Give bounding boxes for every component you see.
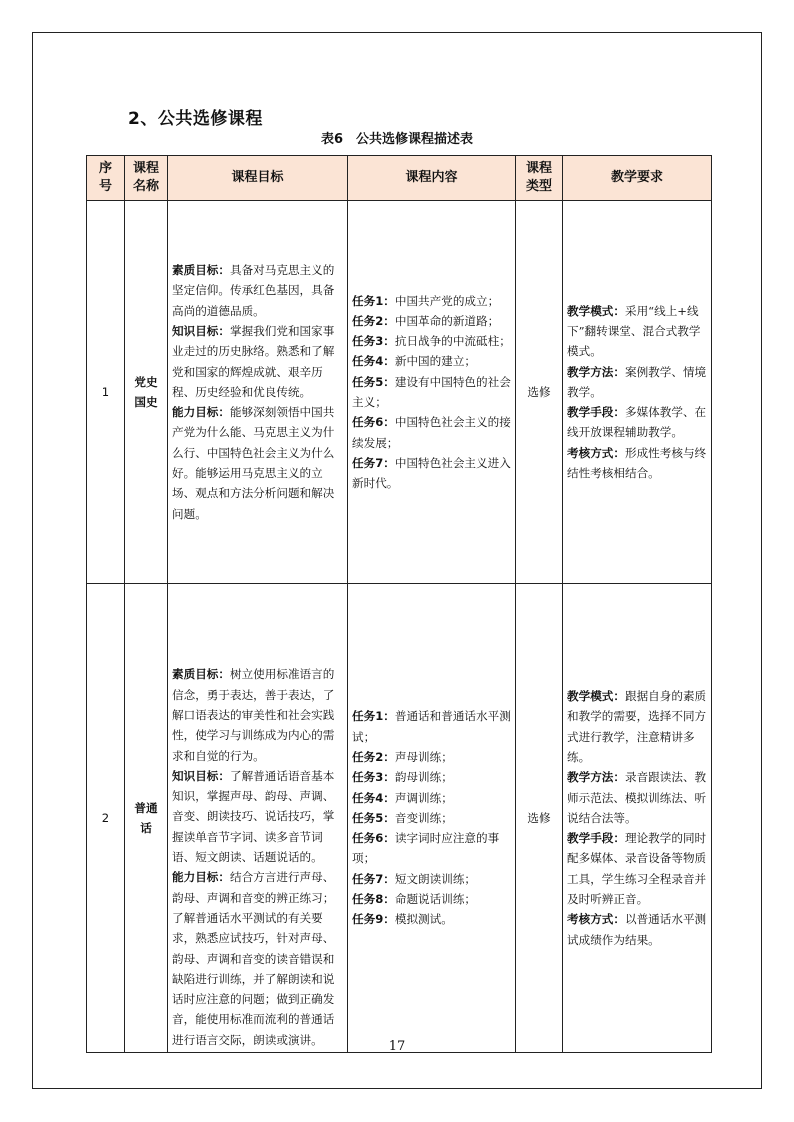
requirement-item: 考核方式：以普通话水平测试成绩作为结果。 [567,912,707,947]
course-type: 选修 [516,584,563,1053]
goal-item: 知识目标：了解普通话语音基本知识，掌握声母、韵母、声调、音变、朗读技巧、说话技巧，掌握读单音节字词、读多音节词语、短文朗读、话题说话的。 [172,768,335,865]
task-item: 任务5：音变训练； [352,810,453,825]
task-item: 任务9：模拟测试。 [352,912,453,927]
course-name-line: 话 [140,821,152,835]
section-title: 2、公共选修课程 [128,109,263,129]
course-description-table [86,155,712,1053]
task-item: 任务2：声母训练； [352,749,453,764]
task-item: 任务1：普通话和普通话水平测试； [352,709,511,744]
course-goals [168,584,348,1053]
requirement-item: 教学方法：录音跟读法、教师示范法、模拟训练法、听说结合法等。 [567,770,707,825]
header-requirements: 教学要求 [563,156,712,201]
task-item: 任务8：命题说话训练； [352,892,477,907]
task-item: 任务6：中国特色社会主义的接续发展； [352,415,511,450]
requirement-item: 考核方式：形成性考核与终结性考核相结合。 [567,445,707,481]
task-item: 任务4：新中国的建立； [352,354,477,369]
goal-item: 素质目标：树立使用标准语言的信念，勇于表达，善于表达，了解口语表达的审美性和社会实践性，使学习与训练成为内心的需求和自觉的行为。 [172,667,335,763]
course-goals [168,201,348,584]
header-goals: 课程目标 [168,156,348,201]
header-content: 课程内容 [348,156,516,201]
task-item: 任务1：中国共产党的成立； [352,293,500,308]
task-item: 任务3：抗日战争的中流砥柱； [352,334,511,349]
task-item: 任务3：韵母训练； [352,770,453,785]
teaching-requirements [563,201,712,584]
header-name-line: 名称 [132,179,159,194]
course-content [348,201,516,584]
goal-item: 素质目标：具备对马克思主义的坚定信仰。传承红色基因，具备高尚的道德品质。 [172,263,335,318]
header-index-line: 号 [98,179,112,194]
header-type-line: 课程 [525,161,552,176]
course-name-line: 普通 [134,800,158,815]
course-name-line: 国史 [134,395,158,409]
header-type-line: 类型 [525,179,552,194]
task-item: 任务7：短文朗读训练； [352,871,477,886]
task-item: 任务6：读字词时应注意的事项； [352,831,500,866]
requirement-item: 教学方法：案例教学、情境教学。 [567,364,707,399]
course-name [125,584,168,1053]
header-name-line: 课程 [132,161,159,176]
header-index-line: 序 [98,161,112,176]
course-type: 选修 [516,201,563,584]
task-item: 任务4：声调训练； [352,790,453,805]
goal-item: 知识目标：掌握我们党和国家事业走过的历史脉络。熟悉和了解党和国家的辉煌成就、艰辛历程、历史经验和优良传统。 [172,323,335,399]
course-content [348,584,516,1053]
requirement-item: 教学手段：理论教学的同时配多媒体、录音设备等物质工具，学生练习全程录音并及时听辨正音。 [567,831,707,907]
header-name [125,156,168,201]
task-item: 任务7：中国特色社会主义进入新时代。 [352,455,511,491]
task-item: 任务5：建设有中国特色的社会主义； [352,374,511,409]
requirement-item: 教学模式：采用“线上+线下”翻转课堂、混合式教学模式。 [567,303,701,359]
course-name [125,201,168,584]
row-index: 2 [87,584,125,1053]
course-name-line: 党史 [134,374,158,389]
task-item: 任务2：中国革命的新道路； [352,313,500,328]
table-row [87,201,712,584]
row-index: 1 [87,201,125,584]
header-index [87,156,125,201]
table-caption: 表6 公共选修课程描述表 [320,132,474,147]
table-header-row [87,156,712,201]
goal-item: 能力目标：能够深刻领悟中国共产党为什么能、马克思主义为什么行、中国特色社会主义为什么好。能够运用马克思主义的立场、观点和方法分析问题和解决问题。 [172,405,335,521]
table-row [87,584,712,1053]
requirement-item: 教学手段：多媒体教学、在线开放课程辅助教学。 [567,405,707,440]
page-number: 17 [388,1039,406,1054]
teaching-requirements [563,584,712,1053]
header-type [516,156,563,201]
requirement-item: 教学模式：跟据自身的素质和教学的需要，选择不同方式进行教学，注意精讲多练。 [567,689,707,764]
goal-item: 能力目标：结合方言进行声母、韵母、声调和音变的辨正练习；了解普通话水平测试的有关要求，熟悉应试技巧，针对声母、韵母、声调和音变的读音错误和缺陷进行训练，并了解朗读和说话时应注意的问题；做到正确发音，能使用标准而流利的普通话进行语言交际，朗读或演讲。 [172,870,335,1047]
